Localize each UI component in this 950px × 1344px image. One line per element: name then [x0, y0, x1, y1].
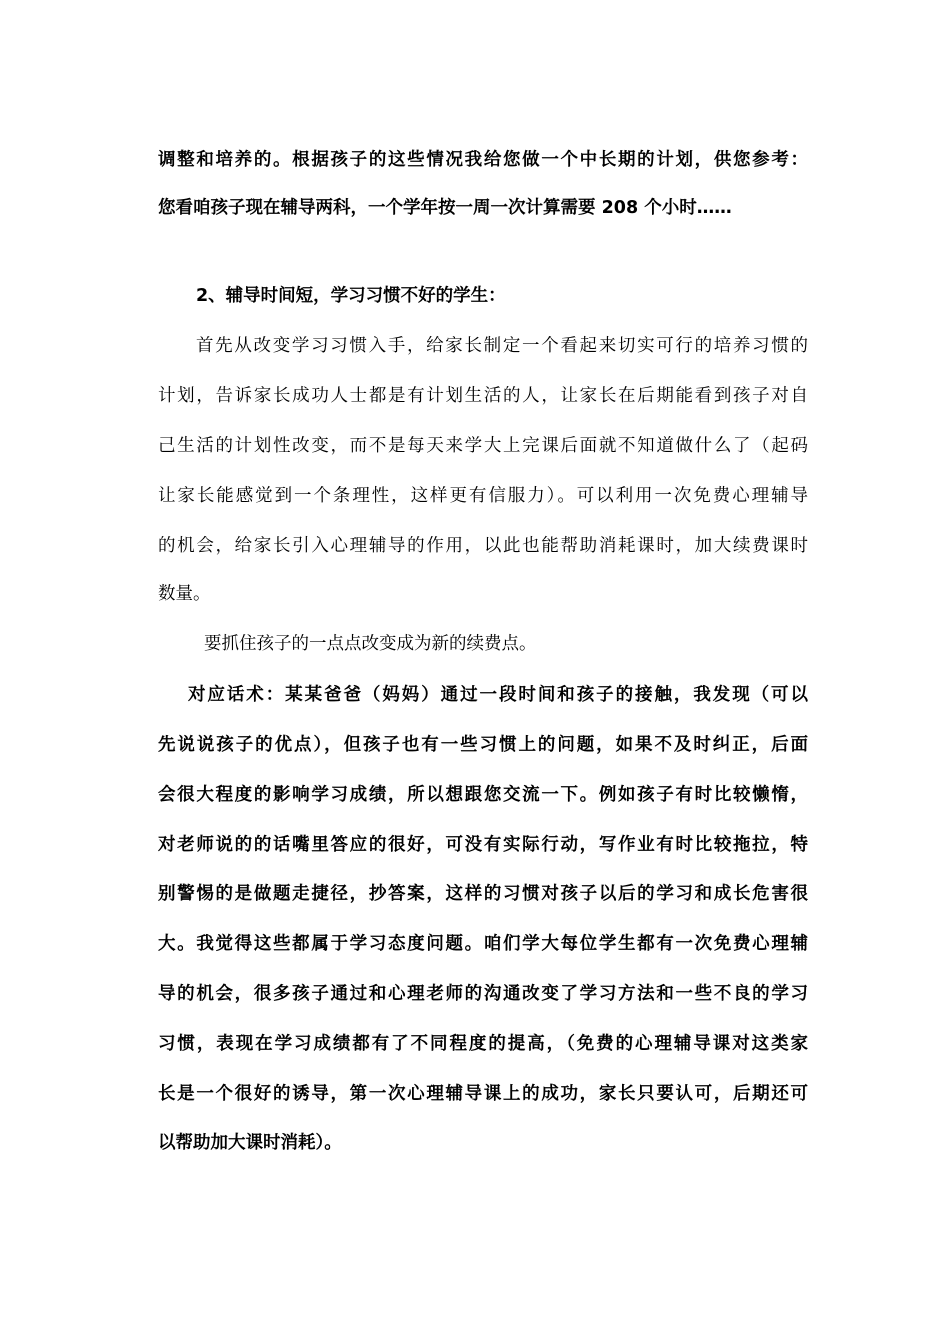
- script-line: 对应话术：某某爸爸（妈妈）通过一段时间和孩子的接触，我发现（可以: [188, 685, 808, 705]
- paragraph-line: 您看咱孩子现在辅导两科，一个学年按一周一次计算需要 208 个小时……: [158, 198, 732, 218]
- paragraph-line: 数量。: [158, 584, 211, 604]
- section-heading: 2、辅导时间短，学习习惯不好的学生：: [196, 286, 506, 306]
- paragraph-line: 计划，告诉家长成功人士都是有计划生活的人，让家长在后期能看到孩子对自: [158, 386, 808, 406]
- script-line: 别警惕的是做题走捷径，抄答案，这样的习惯对孩子以后的学习和成长危害很: [158, 884, 808, 904]
- key-point: 要抓住孩子的一点点改变成为新的续费点。: [204, 634, 537, 654]
- paragraph-line: 调整和培养的。根据孩子的这些情况我给您做一个中长期的计划，供您参考：: [158, 150, 808, 170]
- script-line: 以帮助加大课时消耗）。: [158, 1133, 342, 1153]
- script-line: 习惯，表现在学习成绩都有了不同程度的提高，（免费的心理辅导课对这类家: [158, 1034, 808, 1054]
- script-line: 会很大程度的影响学习成绩，所以想跟您交流一下。例如孩子有时比较懒惰，: [158, 785, 808, 805]
- paragraph-line: 首先从改变学习习惯入手，给家长制定一个看起来切实可行的培养习惯的: [196, 336, 808, 356]
- script-line: 大。我觉得这些都属于学习态度问题。咱们学大每位学生都有一次免费心理辅: [158, 934, 808, 954]
- script-line: 导的机会，很多孩子通过和心理老师的沟通改变了学习方法和一些不良的学习: [158, 984, 808, 1004]
- script-line: 先说说孩子的优点），但孩子也有一些习惯上的问题，如果不及时纠正，后面: [158, 735, 808, 755]
- paragraph-line: 己生活的计划性改变，而不是每天来学大上完课后面就不知道做什么了（起码: [158, 436, 808, 456]
- script-line: 对老师说的的话嘴里答应的很好，可没有实际行动，写作业有时比较拖拉，特: [158, 835, 808, 855]
- paragraph-line: 的机会，给家长引入心理辅导的作用，以此也能帮助消耗课时，加大续费课时: [158, 536, 808, 556]
- paragraph-line: 让家长能感觉到一个条理性，这样更有信服力）。可以利用一次免费心理辅导: [158, 486, 808, 506]
- script-line: 长是一个很好的诱导，第一次心理辅导课上的成功，家长只要认可，后期还可: [158, 1084, 808, 1104]
